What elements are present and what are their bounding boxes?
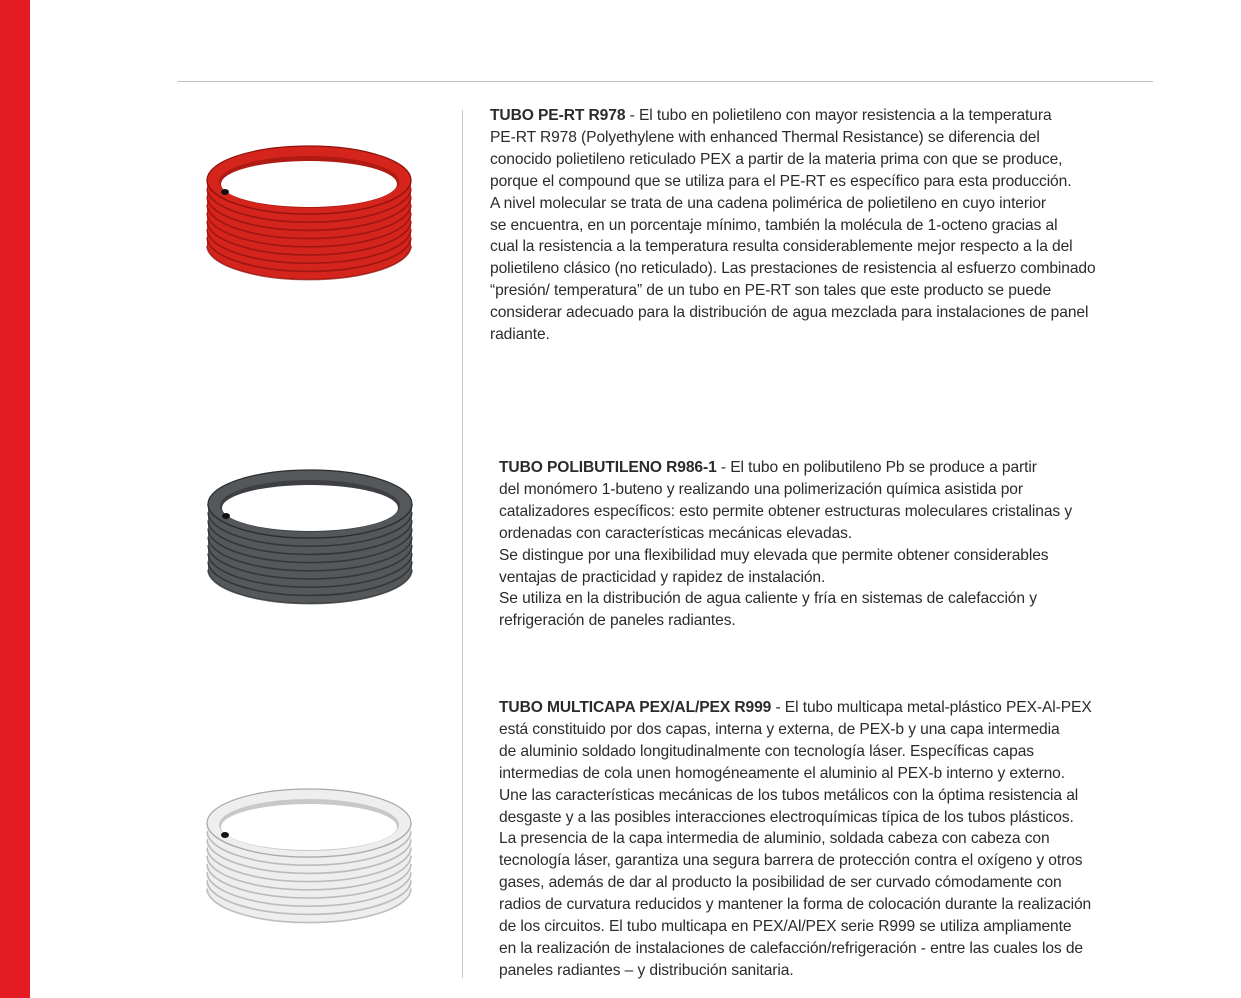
product-description-polibutileno <box>499 457 1072 632</box>
pipe-coil-red-svg <box>203 142 415 282</box>
description-line: está constituido por dos capas, interna y externa, de PEX-b y una capa intermedia <box>499 720 1060 738</box>
pipe-coil-white-svg <box>203 785 415 930</box>
description-line: en la realización de instalaciones de calefacción/refrigeración - entre las cuales los de <box>499 939 1083 957</box>
description-line: de aluminio soldado longitudinalmente con tecnología láser. Específicas capas <box>499 742 1034 760</box>
top-divider <box>178 81 1153 82</box>
description-line: cual la resistencia a la temperatura resulta considerablemente mejor respecto a la del <box>490 238 1073 256</box>
description-line <box>499 697 1092 719</box>
description-line: considerar adecuado para la distribución de agua mezclada para instalaciones de panel <box>490 304 1089 322</box>
product-title: TUBO POLIBUTILENO R986-1 <box>499 459 717 476</box>
vertical-divider <box>462 110 463 978</box>
description-line: ventajas de practicidad y rapidez de instalación. <box>499 568 826 586</box>
white-pipe-coil-image <box>203 785 415 930</box>
description-line: catalizadores específicos: esto permite obtener estructuras moleculares cristalinas y <box>499 502 1073 520</box>
description-line: paneles radiantes – y distribución sanitaria. <box>499 961 794 979</box>
description-line: polietileno clásico (no reticulado). Las prestaciones de resistencia al esfuerzo combinado <box>490 260 1096 278</box>
pipe-coil-grey-svg <box>204 466 416 606</box>
product-description-multicapa <box>499 697 1092 982</box>
description-line: refrigeración de paneles radiantes. <box>499 612 736 630</box>
red-pipe-coil-image <box>203 142 415 282</box>
description-line: gases, además de dar al producto la posibilidad de ser curvado cómodamente con <box>499 874 1062 892</box>
description-line: tecnología láser, garantiza una segura barrera de protección contra el oxígeno y otros <box>499 852 1083 870</box>
description-text: - El tubo en polietileno con mayor resistencia a la temperatura <box>625 107 1052 124</box>
description-line: Se distingue por una flexibilidad muy elevada que permite obtener considerables <box>499 546 1049 564</box>
description-line: porque el compound que se utiliza para el PE-RT es específico para esta producción. <box>490 172 1072 190</box>
description-line: Se utiliza en la distribución de agua caliente y fría en sistemas de calefacción y <box>499 590 1037 608</box>
description-line: Une las características mecánicas de los tubos metálicos con la óptima resistencia al <box>499 786 1079 804</box>
pipe-end <box>222 513 230 519</box>
red-accent-bar <box>0 0 30 998</box>
description-line: PE-RT R978 (Polyethylene with enhanced Thermal Resistance) se diferencia del <box>490 128 1040 146</box>
coil-inner-hole <box>221 804 397 850</box>
description-line: A nivel molecular se trata de una cadena polimérica de polietileno en cuyo interior <box>490 194 1047 212</box>
product-description-pert <box>490 105 1096 346</box>
description-line: radios de curvatura reducidos y mantener la forma de colocación durante la realización <box>499 896 1092 914</box>
description-line: “presión/ temperatura” de un tubo en PE-RT son tales que este producto se puede <box>490 282 1052 300</box>
pipe-end <box>221 189 229 195</box>
description-text: - El tubo en polibutileno Pb se produce a partir <box>716 459 1037 476</box>
description-line: desgaste y a las posibles interacciones electroquímicas típica de los tubos plásticos. <box>499 808 1074 826</box>
description-line: de los circuitos. El tubo multicapa en PEX/Al/PEX serie R999 se utiliza ampliamente <box>499 918 1072 936</box>
description-line: se encuentra, en un porcentaje mínimo, también la molécula de 1-octeno gracias al <box>490 216 1058 234</box>
coil-inner-hole <box>221 161 397 207</box>
product-title: TUBO PE-RT R978 <box>490 107 626 124</box>
description-line <box>499 457 1072 479</box>
description-line: ordenadas con características mecánicas elevadas. <box>499 524 853 542</box>
coil-inner-hole <box>222 485 398 531</box>
description-line: del monómero 1-buteno y realizando una polimerización química asistida por <box>499 480 1023 498</box>
description-line: radiante. <box>490 326 550 344</box>
product-title: TUBO MULTICAPA PEX/AL/PEX R999 <box>499 699 772 716</box>
description-line: intermedias de cola unen homogéneamente el aluminio al PEX-b interno y externo. <box>499 764 1065 782</box>
description-text: - El tubo multicapa metal-plástico PEX-Al-PEX <box>771 699 1092 716</box>
pipe-end <box>221 832 229 838</box>
description-line: La presencia de la capa intermedia de aluminio, soldada cabeza con cabeza con <box>499 830 1050 848</box>
description-line <box>490 105 1096 127</box>
grey-pipe-coil-image <box>204 466 416 606</box>
description-line: conocido polietileno reticulado PEX a partir de la materia prima con que se produce, <box>490 150 1063 168</box>
